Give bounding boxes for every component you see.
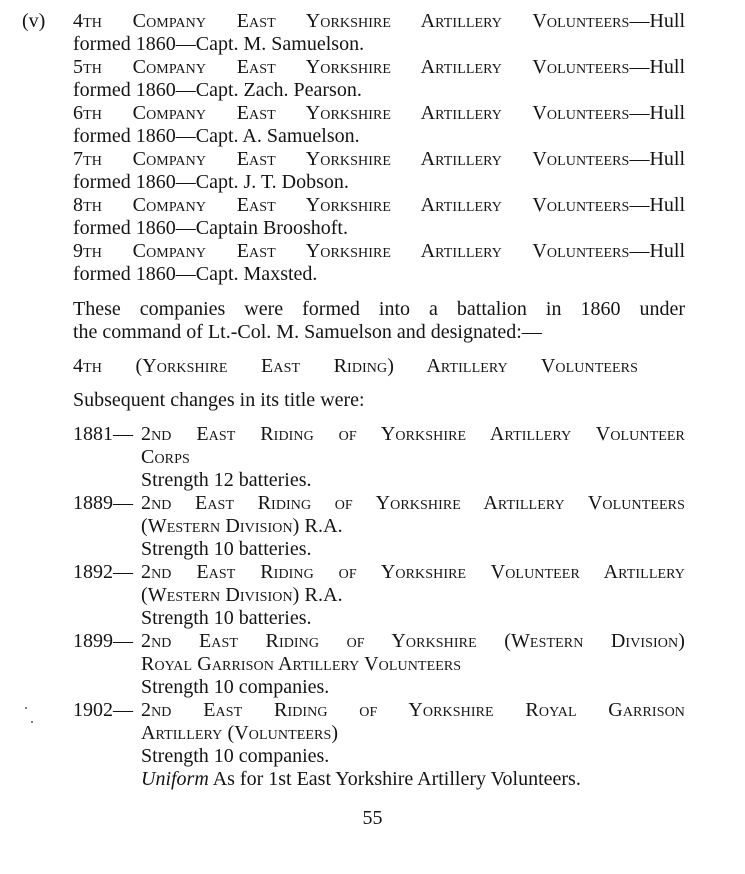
change-title-line: (Western Division) R.A. (141, 584, 343, 606)
change-year: 1892— (73, 561, 133, 583)
change-title-line: 2nd East Riding of Yorkshire Royal Garrison (141, 699, 685, 721)
company-formed: formed 1860—Capt. M. Samuelson. (73, 33, 365, 55)
change-title-line: (Western Division) R.A. (141, 515, 343, 537)
designation-text: 4th (Yorkshire East Riding) Artillery Volunteers (73, 355, 638, 377)
company-title-line (73, 148, 685, 171)
change-strength: Strength 10 companies. (141, 676, 330, 698)
uniform-note (141, 768, 685, 791)
companies-list (73, 10, 685, 286)
title-change-entry (73, 699, 685, 791)
title-changes-list (73, 423, 685, 791)
company-title: 4th Company East Yorkshire Artillery Volunteers (73, 10, 630, 32)
company-entry (73, 56, 685, 102)
company-place: Hull (649, 240, 685, 262)
company-title: 7th Company East Yorkshire Artillery Volunteers (73, 148, 630, 170)
company-entry (73, 102, 685, 148)
change-strength: Strength 12 batteries. (141, 469, 312, 491)
change-title-line: 2nd East Riding of Yorkshire Artillery Volunteers (141, 492, 685, 514)
company-formed: formed 1860—Capt. A. Samuelson. (73, 125, 360, 147)
uniform-text: As for 1st East Yorkshire Artillery Volunteers. (208, 768, 581, 790)
company-title: 8th Company East Yorkshire Artillery Volunteers (73, 194, 630, 216)
company-formed: formed 1860—Capt. Maxsted. (73, 263, 318, 285)
battalion-paragraph (73, 298, 685, 344)
company-title-line (73, 102, 685, 125)
uniform-label: Uniform (141, 768, 209, 790)
page-number: 55 (362, 807, 383, 829)
dash: — (629, 10, 650, 32)
company-place: Hull (649, 10, 685, 32)
company-formed: formed 1860—Capt. J. T. Dobson. (73, 171, 349, 193)
changes-intro (73, 389, 685, 412)
company-entry (73, 240, 685, 286)
change-year: 1899— (73, 630, 133, 652)
company-place: Hull (649, 194, 685, 216)
change-title-line: 2nd East Riding of Yorkshire (Western Division) (141, 630, 685, 652)
company-formed: formed 1860—Capt. Zach. Pearson. (73, 79, 362, 101)
company-formed: formed 1860—Captain Brooshoft. (73, 217, 348, 239)
title-change-entry (73, 492, 685, 561)
dash: — (629, 194, 650, 216)
paragraph-line: These companies were formed into a battalion in 1860 under (73, 298, 685, 320)
dash: — (629, 56, 650, 78)
company-entry (73, 194, 685, 240)
section-marker: (v) (22, 10, 46, 32)
company-title: 9th Company East Yorkshire Artillery Volunteers (73, 240, 630, 262)
company-entry (73, 148, 685, 194)
change-title-line: Artillery (Volunteers) (141, 722, 339, 744)
paragraph-line: the command of Lt.-Col. M. Samuelson and designated:— (73, 321, 542, 343)
company-entry (73, 10, 685, 56)
title-change-entry (73, 561, 685, 630)
company-title: 6th Company East Yorkshire Artillery Volunteers (73, 102, 630, 124)
scan-speck (25, 707, 27, 709)
change-title-line: 2nd East Riding of Yorkshire Artillery Volunteer (141, 423, 685, 445)
change-title-line: Corps (141, 446, 190, 468)
company-place: Hull (649, 148, 685, 170)
change-title-line: 2nd East Riding of Yorkshire Volunteer Artillery (141, 561, 685, 583)
changes-intro-text: Subsequent changes in its title were: (73, 389, 365, 411)
dash: — (629, 240, 650, 262)
change-strength: Strength 10 batteries. (141, 607, 312, 629)
dash: — (629, 148, 650, 170)
company-title-line (73, 194, 685, 217)
company-title-line (73, 240, 685, 263)
dash: — (629, 102, 650, 124)
change-year: 1902— (73, 699, 133, 721)
scan-speck (31, 721, 33, 723)
change-title-line: Royal Garrison Artillery Volunteers (141, 653, 462, 675)
company-title: 5th Company East Yorkshire Artillery Volunteers (73, 56, 630, 78)
company-place: Hull (649, 56, 685, 78)
title-change-entry (73, 630, 685, 699)
title-change-entry (73, 423, 685, 492)
change-year: 1881— (73, 423, 133, 445)
company-place: Hull (649, 102, 685, 124)
change-year: 1889— (73, 492, 133, 514)
designation (73, 355, 638, 378)
company-title-line (73, 56, 685, 79)
change-strength: Strength 10 companies. (141, 745, 330, 767)
change-strength: Strength 10 batteries. (141, 538, 312, 560)
company-title-line (73, 10, 685, 33)
